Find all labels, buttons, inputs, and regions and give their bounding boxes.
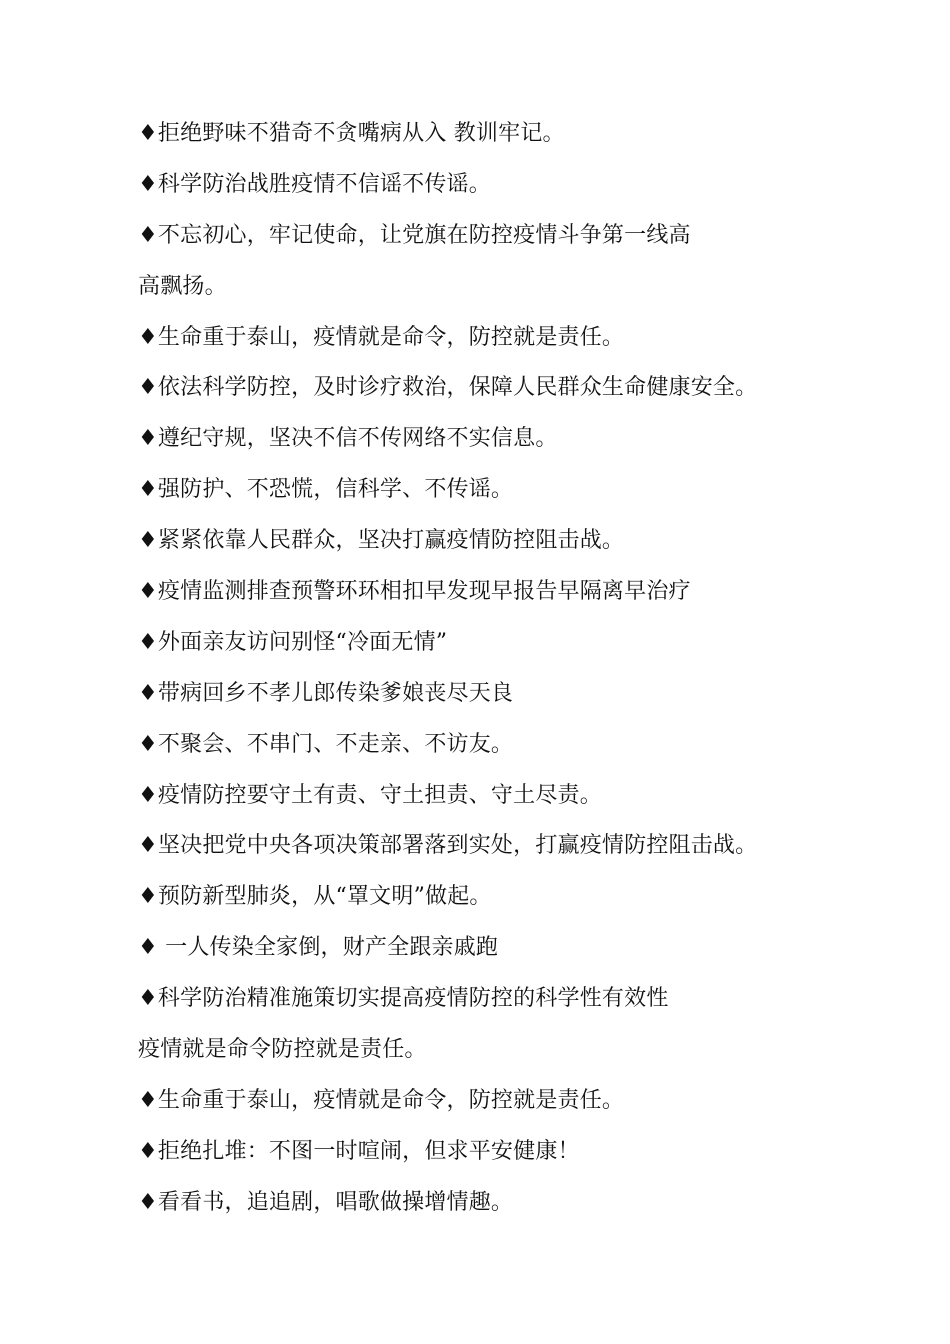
slogan-line: ♦生命重于泰山，疫情就是命令，防控就是责任。: [138, 1087, 625, 1113]
slogan-line: ♦科学防治精准施策切实提高疫情防控的科学性有效性: [138, 986, 669, 1012]
slogan-line: ♦疫情监测排查预警环环相扣早发现早报告早隔离早治疗: [138, 579, 691, 605]
slogan-line-continued: 高飘扬。: [138, 273, 227, 299]
slogan-line-plain: 疫情就是命令防控就是责任。: [138, 1037, 427, 1063]
slogan-line: ♦带病回乡不孝儿郎传染爹娘丧尽天良: [138, 680, 514, 706]
slogan-line: ♦疫情防控要守土有责、守土担责、守土尽责。: [138, 782, 602, 808]
slogan-line: ♦拒绝扎堆：不图一时喧闹，但求平安健康！: [138, 1138, 580, 1164]
slogan-line: ♦外面亲友访问别怪“冷面无情”: [138, 629, 448, 655]
slogan-line: ♦看看书，追追剧，唱歌做操增情趣。: [138, 1189, 514, 1215]
slogan-line: ♦生命重于泰山，疫情就是命令，防控就是责任。: [138, 324, 625, 350]
slogan-line: ♦ 一人传染全家倒，财产全跟亲戚跑: [138, 935, 499, 961]
slogan-line: ♦坚决把党中央各项决策部署落到实处，打赢疫情防控阻击战。: [138, 833, 758, 859]
slogan-line: ♦强防护、不恐慌，信科学、不传谣。: [138, 477, 514, 503]
slogan-line: ♦遵纪守规，坚决不信不传网络不实信息。: [138, 426, 558, 452]
slogan-line: ♦不忘初心，牢记使命，让党旗在防控疫情斗争第一线高: [138, 222, 691, 248]
slogan-list: [138, 114, 838, 1234]
slogan-line: ♦不聚会、不串门、不走亲、不访友。: [138, 731, 514, 757]
slogan-line: ♦科学防治战胜疫情不信谣不传谣。: [138, 171, 491, 197]
slogan-line: ♦紧紧依靠人民群众，坚决打赢疫情防控阻击战。: [138, 528, 625, 554]
slogan-line: ♦依法科学防控，及时诊疗救治，保障人民群众生命健康安全。: [138, 375, 758, 401]
slogan-line: ♦拒绝野味不猎奇不贪嘴病从入 教训牢记。: [138, 121, 565, 146]
slogan-line: ♦预防新型肺炎，从“罩文明”做起。: [138, 884, 492, 910]
